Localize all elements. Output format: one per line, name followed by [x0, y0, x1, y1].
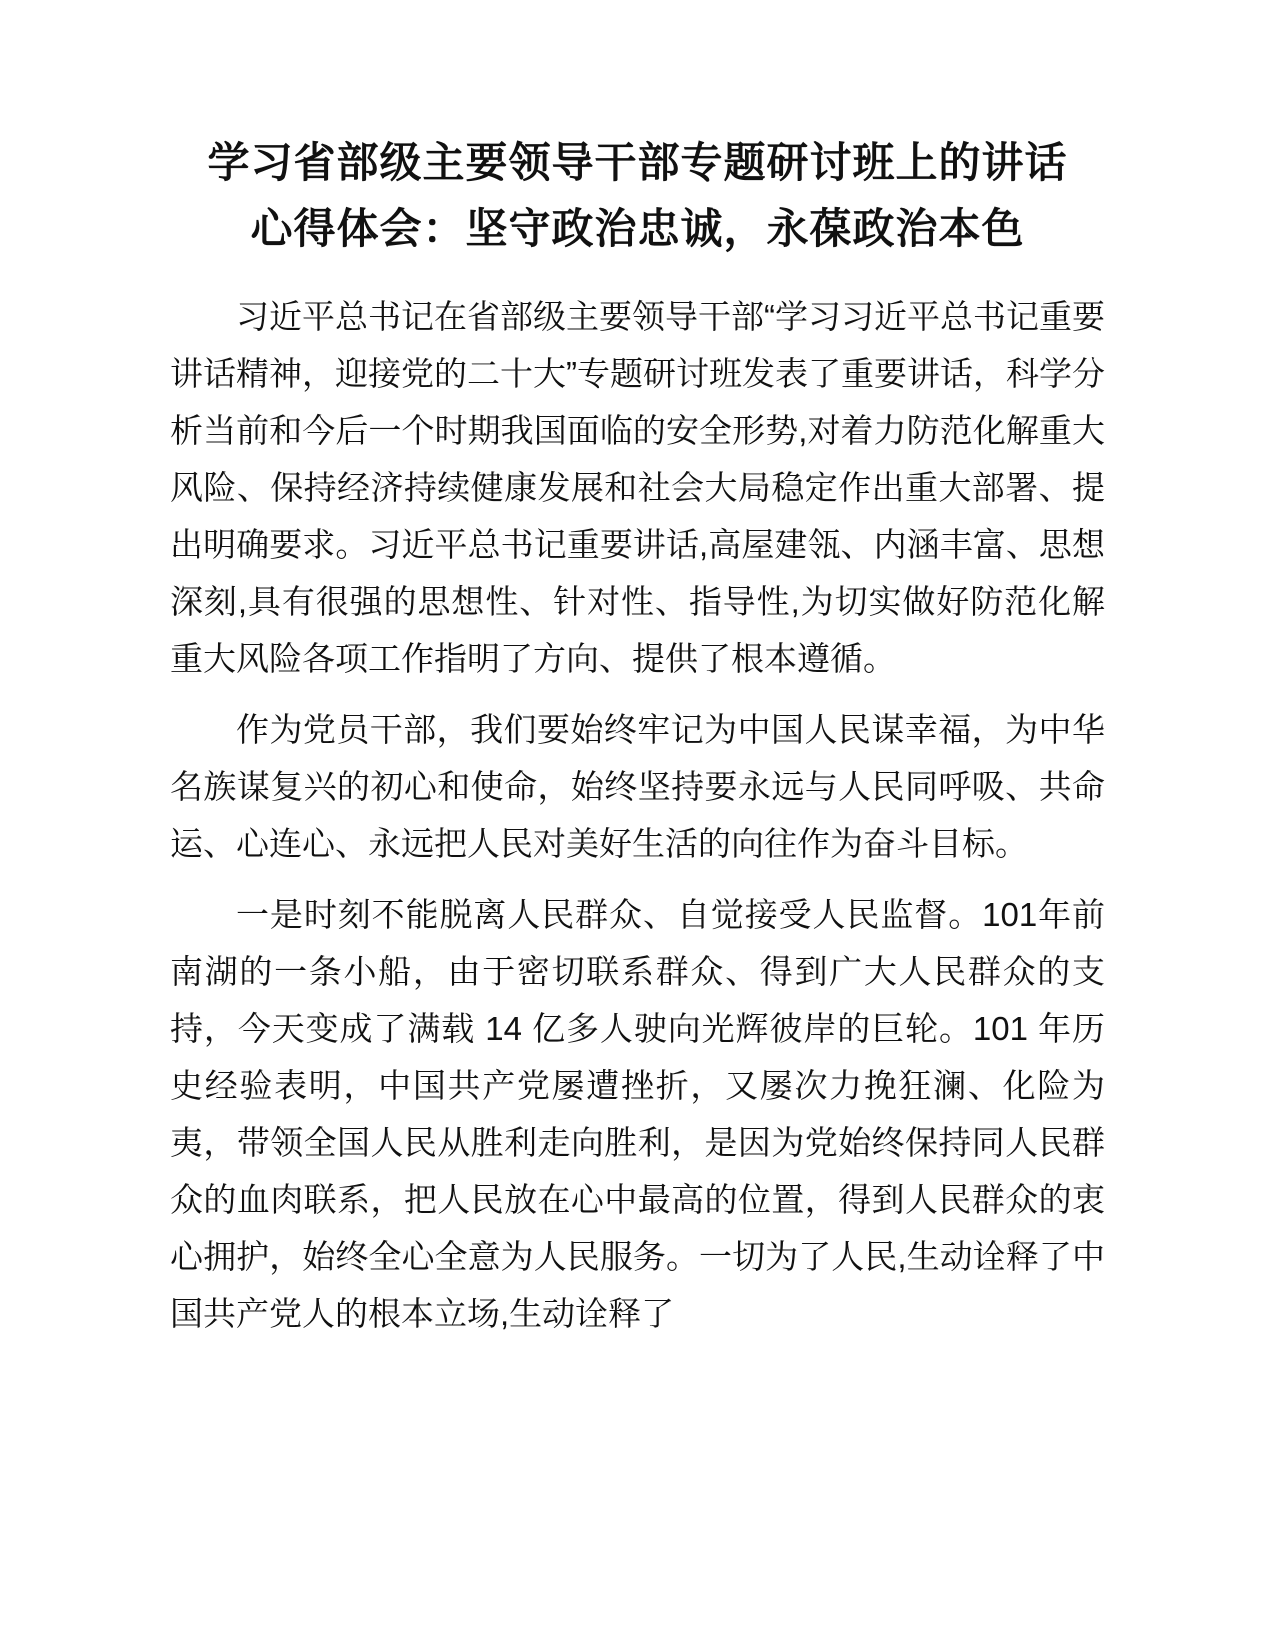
document-title — [170, 130, 1105, 262]
body-paragraph-3: 一是时刻不能脱离人民群众、自觉接受人民监督。101年前南湖的一条小船，由于密切联系群众、得到广大人民群众的支持，今天变成了满载 14 亿多人驶向光辉彼岸的巨轮。101 年历史经验表明，中国共产党屡遭挫折，又屡次力挽狂澜、化险为夷，带领全国人民从胜利走向胜利，是因为党始终保持同人民群众的血肉联系，把人民放在心中最高的位置，得到人民群众的衷心拥护，始终全心全意为人民服务。一切为了人民,生动诠释了中国共产党人的根本立场,生动诠释了 — [170, 896, 1105, 1332]
body-paragraph-2: 作为党员干部，我们要始终牢记为中国人民谋幸福，为中华名族谋复兴的初心和使命，始终坚持要永远与人民同呼吸、共命运、心连心、永远把人民对美好生活的向往作为奋斗目标。 — [170, 711, 1105, 862]
body-paragraph-1: 习近平总书记在省部级主要领导干部“学习习近平总书记重要讲话精神，迎接党的二十大”专题研讨班发表了重要讲话，科学分析当前和今后一个时期我国面临的安全形势,对着力防范化解重大风险、保持经济持续健康发展和社会大局稳定作出重大部署、提出明确要求。习近平总书记重要讲话,高屋建瓴、内涵丰富、思想深刻,具有很强的思想性、针对性、指导性,为切实做好防范化解重大风险各项工作指明了方向、提供了根本遵循。 — [170, 298, 1105, 677]
title-line-2: 心得体会：坚守政治忠诚，永葆政治本色 — [250, 205, 1025, 252]
document-body — [170, 288, 1105, 1342]
title-line-1: 学习省部级主要领导干部专题研讨班上的讲话 — [207, 139, 1068, 186]
